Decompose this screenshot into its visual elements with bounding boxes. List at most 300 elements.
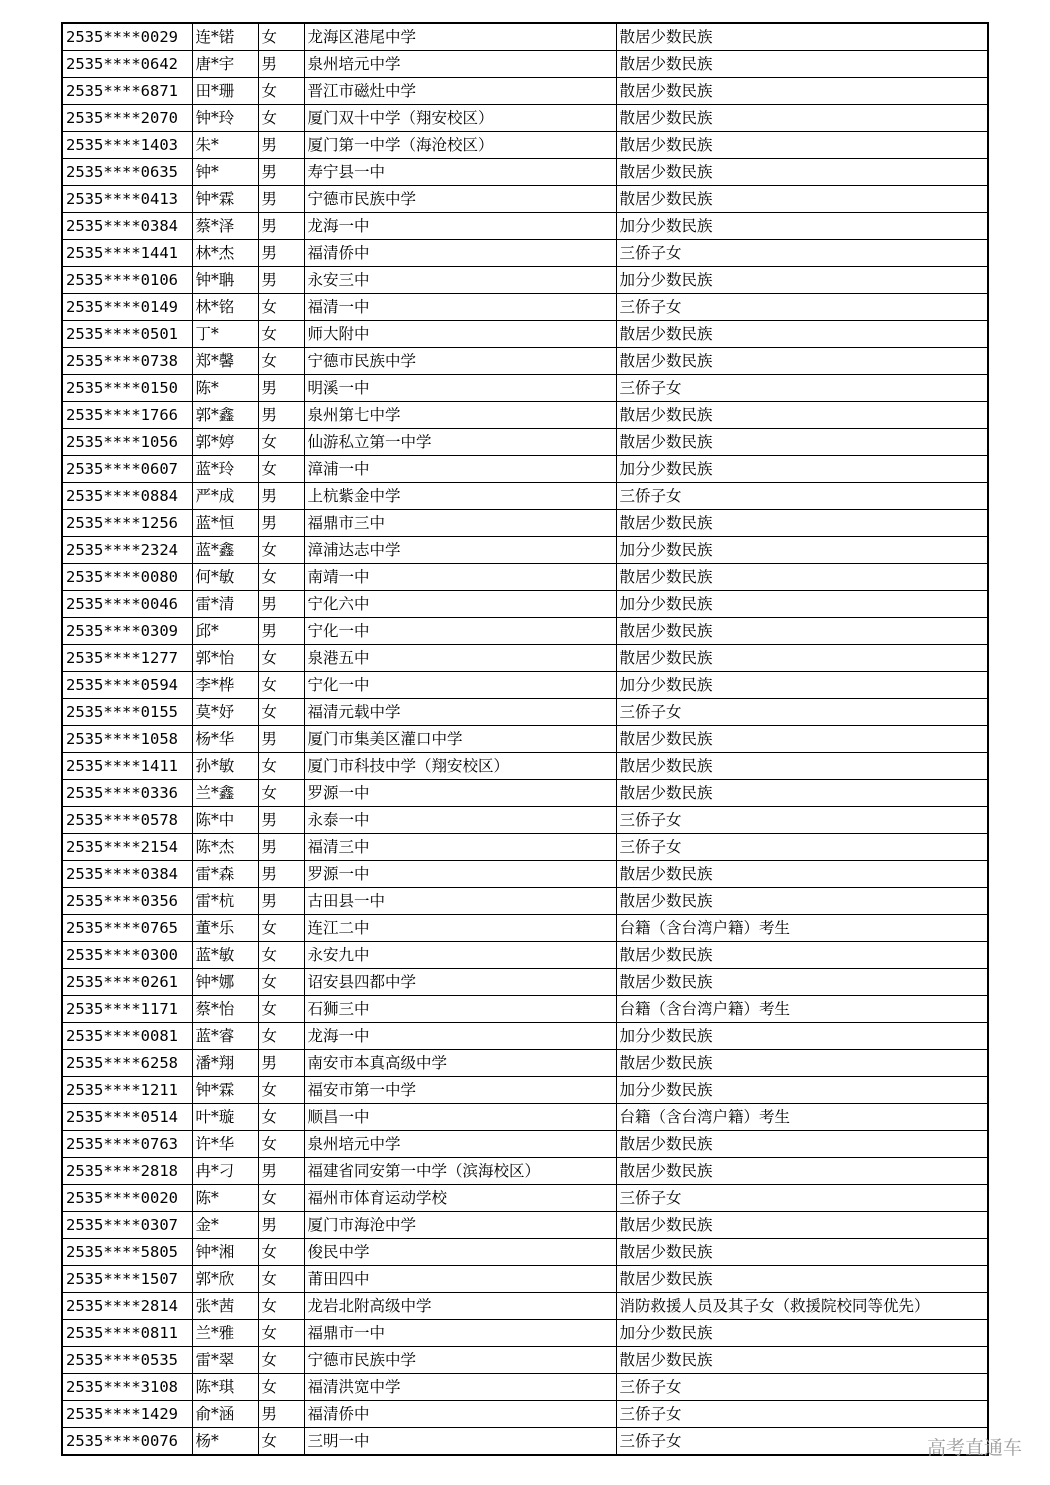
category-cell: 三侨子女 (616, 1401, 988, 1428)
school-cell: 福鼎市一中 (304, 1320, 616, 1347)
school-cell: 宁德市民族中学 (304, 348, 616, 375)
table-row (62, 996, 988, 1023)
category-cell: 散居少数民族 (616, 186, 988, 213)
name-cell: 李*桦 (192, 672, 258, 699)
exam-id-cell: 2535****1277 (62, 645, 192, 672)
gender-cell: 女 (258, 537, 304, 564)
category-cell: 加分少数民族 (616, 591, 988, 618)
exam-id-cell: 2535****6258 (62, 1050, 192, 1077)
school-cell: 宁化一中 (304, 672, 616, 699)
school-cell: 南安市本真高级中学 (304, 1050, 616, 1077)
gender-cell: 女 (258, 699, 304, 726)
exam-id-cell: 2535****0535 (62, 1347, 192, 1374)
category-cell: 三侨子女 (616, 807, 988, 834)
table-row (62, 969, 988, 996)
gender-cell: 女 (258, 1293, 304, 1320)
school-cell: 厦门市集美区灌口中学 (304, 726, 616, 753)
table-row (62, 294, 988, 321)
exam-id-cell: 2535****0594 (62, 672, 192, 699)
table-row (62, 1428, 988, 1456)
exam-id-cell: 2535****0765 (62, 915, 192, 942)
gender-cell: 女 (258, 1347, 304, 1374)
school-cell: 古田县一中 (304, 888, 616, 915)
table-row (62, 213, 988, 240)
exam-id-cell: 2535****0356 (62, 888, 192, 915)
exam-id-cell: 2535****0309 (62, 618, 192, 645)
category-cell: 三侨子女 (616, 834, 988, 861)
school-cell: 永安三中 (304, 267, 616, 294)
school-cell: 泉港五中 (304, 645, 616, 672)
gender-cell: 女 (258, 1374, 304, 1401)
school-cell: 顺昌一中 (304, 1104, 616, 1131)
table-row (62, 51, 988, 78)
name-cell: 冉*刁 (192, 1158, 258, 1185)
school-cell: 三明一中 (304, 1428, 616, 1456)
exam-id-cell: 2535****0150 (62, 375, 192, 402)
school-cell: 诏安县四都中学 (304, 969, 616, 996)
category-cell: 散居少数民族 (616, 1347, 988, 1374)
school-cell: 福清侨中 (304, 1401, 616, 1428)
exam-id-cell: 2535****0811 (62, 1320, 192, 1347)
gender-cell: 女 (258, 1239, 304, 1266)
exam-id-cell: 2535****1766 (62, 402, 192, 429)
table-row (62, 807, 988, 834)
category-cell: 散居少数民族 (616, 1212, 988, 1239)
gender-cell: 女 (258, 1428, 304, 1456)
school-cell: 泉州第七中学 (304, 402, 616, 429)
exam-id-cell: 2535****2324 (62, 537, 192, 564)
school-cell: 宁化一中 (304, 618, 616, 645)
table-row (62, 780, 988, 807)
exam-id-cell: 2535****1056 (62, 429, 192, 456)
exam-id-cell: 2535****0149 (62, 294, 192, 321)
table-row (62, 159, 988, 186)
gender-cell: 女 (258, 753, 304, 780)
table-row (62, 456, 988, 483)
table-row (62, 591, 988, 618)
table-row (62, 672, 988, 699)
name-cell: 潘*翔 (192, 1050, 258, 1077)
name-cell: 莫*妤 (192, 699, 258, 726)
category-cell: 散居少数民族 (616, 726, 988, 753)
name-cell: 许*华 (192, 1131, 258, 1158)
category-cell: 散居少数民族 (616, 780, 988, 807)
gender-cell: 女 (258, 1131, 304, 1158)
category-cell: 散居少数民族 (616, 78, 988, 105)
gender-cell: 男 (258, 1158, 304, 1185)
exam-id-cell: 2535****1403 (62, 132, 192, 159)
school-cell: 永泰一中 (304, 807, 616, 834)
exam-id-cell: 2535****1211 (62, 1077, 192, 1104)
name-cell: 田*珊 (192, 78, 258, 105)
exam-id-cell: 2535****0029 (62, 23, 192, 51)
school-cell: 宁化六中 (304, 591, 616, 618)
gender-cell: 女 (258, 1077, 304, 1104)
school-cell: 罗源一中 (304, 780, 616, 807)
name-cell: 郭*怡 (192, 645, 258, 672)
table-row (62, 1266, 988, 1293)
exam-id-cell: 2535****1507 (62, 1266, 192, 1293)
name-cell: 蓝*恒 (192, 510, 258, 537)
name-cell: 孙*敏 (192, 753, 258, 780)
table-row (62, 699, 988, 726)
category-cell: 加分少数民族 (616, 1077, 988, 1104)
table-row (62, 1401, 988, 1428)
name-cell: 何*敏 (192, 564, 258, 591)
name-cell: 郭*欣 (192, 1266, 258, 1293)
exam-id-cell: 2535****0635 (62, 159, 192, 186)
category-cell: 三侨子女 (616, 240, 988, 267)
table-row (62, 240, 988, 267)
gender-cell: 男 (258, 240, 304, 267)
exam-id-cell: 2535****1058 (62, 726, 192, 753)
name-cell: 邱* (192, 618, 258, 645)
category-cell: 台籍（含台湾户籍）考生 (616, 996, 988, 1023)
school-cell: 泉州培元中学 (304, 1131, 616, 1158)
school-cell: 漳浦一中 (304, 456, 616, 483)
gender-cell: 男 (258, 888, 304, 915)
name-cell: 钟* (192, 159, 258, 186)
category-cell: 散居少数民族 (616, 159, 988, 186)
school-cell: 福鼎市三中 (304, 510, 616, 537)
category-cell: 加分少数民族 (616, 672, 988, 699)
exam-id-cell: 2535****0738 (62, 348, 192, 375)
name-cell: 蔡*怡 (192, 996, 258, 1023)
table-row (62, 645, 988, 672)
category-cell: 散居少数民族 (616, 888, 988, 915)
school-cell: 福州市体育运动学校 (304, 1185, 616, 1212)
exam-id-cell: 2535****0307 (62, 1212, 192, 1239)
gender-cell: 男 (258, 132, 304, 159)
name-cell: 郭*婷 (192, 429, 258, 456)
table-row (62, 429, 988, 456)
table-row (62, 537, 988, 564)
school-cell: 南靖一中 (304, 564, 616, 591)
category-cell: 散居少数民族 (616, 645, 988, 672)
exam-id-cell: 2535****2818 (62, 1158, 192, 1185)
school-cell: 师大附中 (304, 321, 616, 348)
category-cell: 散居少数民族 (616, 753, 988, 780)
category-cell: 台籍（含台湾户籍）考生 (616, 915, 988, 942)
table-row (62, 510, 988, 537)
category-cell: 散居少数民族 (616, 942, 988, 969)
name-cell: 唐*宇 (192, 51, 258, 78)
school-cell: 厦门双十中学（翔安校区） (304, 105, 616, 132)
exam-id-cell: 2535****0501 (62, 321, 192, 348)
name-cell: 钟*湘 (192, 1239, 258, 1266)
school-cell: 石狮三中 (304, 996, 616, 1023)
name-cell: 叶*璇 (192, 1104, 258, 1131)
school-cell: 晋江市磁灶中学 (304, 78, 616, 105)
exam-id-cell: 2535****6871 (62, 78, 192, 105)
exam-id-cell: 2535****0080 (62, 564, 192, 591)
school-cell: 永安九中 (304, 942, 616, 969)
category-cell: 散居少数民族 (616, 23, 988, 51)
school-cell: 漳浦达志中学 (304, 537, 616, 564)
exam-id-cell: 2535****0384 (62, 213, 192, 240)
exam-id-cell: 2535****0300 (62, 942, 192, 969)
gender-cell: 女 (258, 672, 304, 699)
table-row (62, 348, 988, 375)
gender-cell: 女 (258, 321, 304, 348)
category-cell: 散居少数民族 (616, 51, 988, 78)
name-cell: 连*锘 (192, 23, 258, 51)
name-cell: 雷*杭 (192, 888, 258, 915)
gender-cell: 男 (258, 213, 304, 240)
gender-cell: 女 (258, 969, 304, 996)
name-cell: 张*茜 (192, 1293, 258, 1320)
table-row (62, 78, 988, 105)
gender-cell: 女 (258, 429, 304, 456)
school-cell: 连江二中 (304, 915, 616, 942)
name-cell: 董*乐 (192, 915, 258, 942)
name-cell: 陈* (192, 1185, 258, 1212)
table-row (62, 888, 988, 915)
name-cell: 杨*华 (192, 726, 258, 753)
category-cell: 散居少数民族 (616, 564, 988, 591)
table-row (62, 1131, 988, 1158)
school-cell: 龙岩北附高级中学 (304, 1293, 616, 1320)
name-cell: 俞*涵 (192, 1401, 258, 1428)
category-cell: 散居少数民族 (616, 321, 988, 348)
name-cell: 兰*雅 (192, 1320, 258, 1347)
exam-id-cell: 2535****0607 (62, 456, 192, 483)
exam-id-cell: 2535****1171 (62, 996, 192, 1023)
name-cell: 陈*琪 (192, 1374, 258, 1401)
school-cell: 福建省同安第一中学（滨海校区） (304, 1158, 616, 1185)
category-cell: 加分少数民族 (616, 1320, 988, 1347)
name-cell: 钟*聃 (192, 267, 258, 294)
gender-cell: 女 (258, 105, 304, 132)
gender-cell: 男 (258, 51, 304, 78)
category-cell: 散居少数民族 (616, 618, 988, 645)
school-cell: 福清洪宽中学 (304, 1374, 616, 1401)
table-row (62, 186, 988, 213)
table-row (62, 1077, 988, 1104)
gender-cell: 女 (258, 456, 304, 483)
category-cell: 散居少数民族 (616, 105, 988, 132)
exam-id-cell: 2535****0046 (62, 591, 192, 618)
table-row (62, 105, 988, 132)
exam-id-cell: 2535****0081 (62, 1023, 192, 1050)
name-cell: 郭*鑫 (192, 402, 258, 429)
school-cell: 厦门市海沧中学 (304, 1212, 616, 1239)
table-row (62, 1023, 988, 1050)
table-row (62, 1347, 988, 1374)
gender-cell: 男 (258, 618, 304, 645)
table-row (62, 726, 988, 753)
table-row (62, 1320, 988, 1347)
category-cell: 三侨子女 (616, 1374, 988, 1401)
exam-id-cell: 2535****0413 (62, 186, 192, 213)
gender-cell: 女 (258, 1320, 304, 1347)
gender-cell: 男 (258, 591, 304, 618)
table-row (62, 1158, 988, 1185)
gender-cell: 女 (258, 942, 304, 969)
table-row (62, 1050, 988, 1077)
gender-cell: 男 (258, 375, 304, 402)
name-cell: 蓝*睿 (192, 1023, 258, 1050)
name-cell: 雷*翠 (192, 1347, 258, 1374)
category-cell: 散居少数民族 (616, 132, 988, 159)
table-row (62, 942, 988, 969)
school-cell: 泉州培元中学 (304, 51, 616, 78)
exam-id-cell: 2535****0642 (62, 51, 192, 78)
category-cell: 消防救援人员及其子女（救援院校同等优先） (616, 1293, 988, 1320)
category-cell: 三侨子女 (616, 294, 988, 321)
exam-id-cell: 2535****1429 (62, 1401, 192, 1428)
school-cell: 明溪一中 (304, 375, 616, 402)
exam-id-cell: 2535****0384 (62, 861, 192, 888)
category-cell: 散居少数民族 (616, 402, 988, 429)
exam-id-cell: 2535****0155 (62, 699, 192, 726)
gender-cell: 女 (258, 915, 304, 942)
gender-cell: 男 (258, 510, 304, 537)
table-row (62, 267, 988, 294)
table-row (62, 834, 988, 861)
school-cell: 宁德市民族中学 (304, 1347, 616, 1374)
name-cell: 杨* (192, 1428, 258, 1456)
category-cell: 加分少数民族 (616, 456, 988, 483)
school-cell: 龙海一中 (304, 213, 616, 240)
exam-id-cell: 2535****0336 (62, 780, 192, 807)
gender-cell: 女 (258, 1185, 304, 1212)
school-cell: 福清三中 (304, 834, 616, 861)
school-cell: 仙游私立第一中学 (304, 429, 616, 456)
table-row (62, 132, 988, 159)
gender-cell: 男 (258, 267, 304, 294)
school-cell: 福清一中 (304, 294, 616, 321)
school-cell: 龙海区港尾中学 (304, 23, 616, 51)
exam-id-cell: 2535****2070 (62, 105, 192, 132)
category-cell: 散居少数民族 (616, 429, 988, 456)
gender-cell: 女 (258, 1104, 304, 1131)
table-row (62, 564, 988, 591)
exam-id-cell: 2535****1256 (62, 510, 192, 537)
gender-cell: 女 (258, 23, 304, 51)
name-cell: 郑*馨 (192, 348, 258, 375)
school-cell: 上杭紫金中学 (304, 483, 616, 510)
category-cell: 三侨子女 (616, 699, 988, 726)
name-cell: 林*杰 (192, 240, 258, 267)
name-cell: 金* (192, 1212, 258, 1239)
exam-id-cell: 2535****0261 (62, 969, 192, 996)
name-cell: 蓝*玲 (192, 456, 258, 483)
category-cell: 加分少数民族 (616, 1023, 988, 1050)
table-row (62, 1374, 988, 1401)
name-cell: 严*成 (192, 483, 258, 510)
category-cell: 散居少数民族 (616, 1266, 988, 1293)
gender-cell: 男 (258, 159, 304, 186)
table-row (62, 753, 988, 780)
school-cell: 莆田四中 (304, 1266, 616, 1293)
name-cell: 陈*中 (192, 807, 258, 834)
roster-table (61, 22, 989, 1456)
category-cell: 散居少数民族 (616, 1239, 988, 1266)
school-cell: 俊民中学 (304, 1239, 616, 1266)
table-row (62, 23, 988, 51)
gender-cell: 男 (258, 402, 304, 429)
gender-cell: 女 (258, 294, 304, 321)
exam-id-cell: 2535****0076 (62, 1428, 192, 1456)
gender-cell: 男 (258, 834, 304, 861)
name-cell: 雷*森 (192, 861, 258, 888)
table-row (62, 1239, 988, 1266)
gender-cell: 男 (258, 1050, 304, 1077)
category-cell: 三侨子女 (616, 1428, 988, 1456)
name-cell: 丁* (192, 321, 258, 348)
exam-id-cell: 2535****3108 (62, 1374, 192, 1401)
gender-cell: 男 (258, 807, 304, 834)
name-cell: 钟*娜 (192, 969, 258, 996)
name-cell: 陈*杰 (192, 834, 258, 861)
name-cell: 钟*霖 (192, 186, 258, 213)
name-cell: 雷*清 (192, 591, 258, 618)
exam-id-cell: 2535****0884 (62, 483, 192, 510)
school-cell: 福清侨中 (304, 240, 616, 267)
exam-id-cell: 2535****1411 (62, 753, 192, 780)
gender-cell: 男 (258, 483, 304, 510)
gender-cell: 女 (258, 78, 304, 105)
exam-id-cell: 2535****2814 (62, 1293, 192, 1320)
gender-cell: 女 (258, 1266, 304, 1293)
category-cell: 三侨子女 (616, 1185, 988, 1212)
table-row (62, 1185, 988, 1212)
exam-id-cell: 2535****0763 (62, 1131, 192, 1158)
gender-cell: 女 (258, 1023, 304, 1050)
gender-cell: 女 (258, 348, 304, 375)
gender-cell: 男 (258, 1401, 304, 1428)
exam-id-cell: 2535****0514 (62, 1104, 192, 1131)
name-cell: 陈* (192, 375, 258, 402)
school-cell: 厦门市科技中学（翔安校区） (304, 753, 616, 780)
category-cell: 加分少数民族 (616, 267, 988, 294)
watermark-text: 高考直通车 (926, 1437, 1022, 1459)
table-row (62, 1212, 988, 1239)
name-cell: 林*铭 (192, 294, 258, 321)
gender-cell: 女 (258, 645, 304, 672)
school-cell: 罗源一中 (304, 861, 616, 888)
category-cell: 散居少数民族 (616, 348, 988, 375)
table-row (62, 1293, 988, 1320)
category-cell: 加分少数民族 (616, 537, 988, 564)
name-cell: 朱* (192, 132, 258, 159)
name-cell: 蓝*鑫 (192, 537, 258, 564)
name-cell: 钟*霖 (192, 1077, 258, 1104)
exam-id-cell: 2535****5805 (62, 1239, 192, 1266)
category-cell: 散居少数民族 (616, 1131, 988, 1158)
category-cell: 散居少数民族 (616, 969, 988, 996)
category-cell: 散居少数民族 (616, 510, 988, 537)
exam-id-cell: 2535****1441 (62, 240, 192, 267)
school-cell: 龙海一中 (304, 1023, 616, 1050)
table-row (62, 1104, 988, 1131)
name-cell: 蔡*泽 (192, 213, 258, 240)
school-cell: 寿宁县一中 (304, 159, 616, 186)
school-cell: 福清元载中学 (304, 699, 616, 726)
category-cell: 散居少数民族 (616, 1050, 988, 1077)
school-cell: 福安市第一中学 (304, 1077, 616, 1104)
table-row (62, 861, 988, 888)
table-row (62, 618, 988, 645)
table-row (62, 483, 988, 510)
gender-cell: 女 (258, 996, 304, 1023)
roster-body (62, 23, 988, 1455)
name-cell: 蓝*敏 (192, 942, 258, 969)
category-cell: 台籍（含台湾户籍）考生 (616, 1104, 988, 1131)
gender-cell: 女 (258, 780, 304, 807)
gender-cell: 男 (258, 726, 304, 753)
